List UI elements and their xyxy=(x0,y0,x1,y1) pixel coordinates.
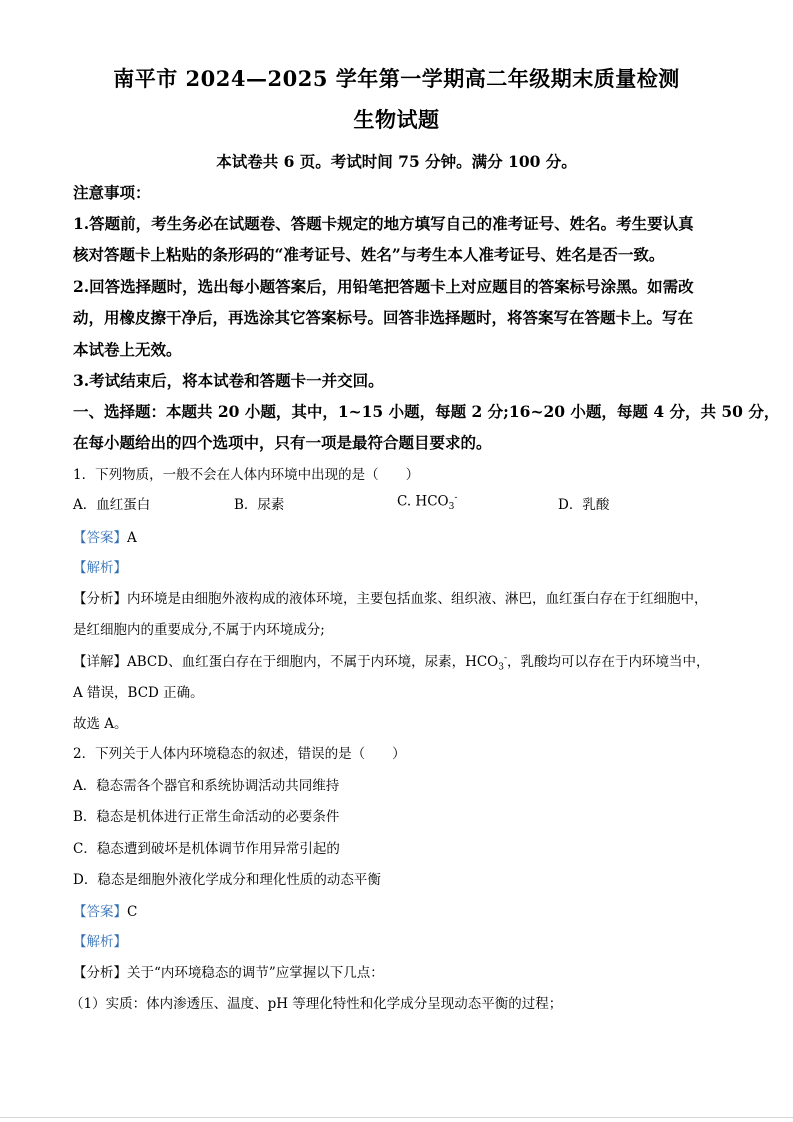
q2-option-a: A．稳态需各个器官和系统协调活动共同维持 xyxy=(73,778,340,794)
q1-option-c-subscript: 3 xyxy=(448,502,455,513)
fenxi-text: 关于“内环境稳态的调节”应掌握以下几点： xyxy=(127,965,384,981)
section-heading: 一、选择题：本题共 20 小题，其中，1~15 小题，每题 2 分;16~20 小题，每题 4 分，共 50 分， xyxy=(73,402,780,421)
page-bottom-divider xyxy=(0,1117,793,1118)
q1-fenxi xyxy=(73,587,708,607)
answer-tag: 【答案】 xyxy=(73,904,127,920)
notes-line: 1.答题前，考生务必在试题卷、答题卡规定的地方填写自己的准考证号、姓名。考生要认真 xyxy=(73,214,694,233)
q1-xiangjie xyxy=(73,650,710,673)
q2-option-d: D．稳态是细胞外液化学成分和理化性质的动态平衡 xyxy=(73,872,381,888)
notes-line: 核对答题卡上粘贴的条形码的“准考证号、姓名”与考生本人准考证号、姓名是否一致。 xyxy=(73,245,665,264)
q2-option-c: C．稳态遭到破坏是机体调节作用异常引起的 xyxy=(73,841,340,857)
question-2-stem: 2．下列关于人体内环境稳态的叙述，错误的是（ ） xyxy=(73,746,406,762)
answer-tag: 【答案】 xyxy=(73,530,127,546)
page-subtitle: 生物试题 xyxy=(353,107,440,132)
fenxi-text: 内环境是由细胞外液构成的液体环境，主要包括血浆、组织液、淋巴，血红蛋白存在于红细胞中， xyxy=(127,591,708,607)
q1-xiangjie-cont: A 错误，BCD 正确。 xyxy=(73,685,204,701)
q1-fenxi-cont: 是红细胞内的重要成分,不属于内环境成分; xyxy=(73,622,325,638)
q2-point-1: （1）实质：体内渗透压、温度、pH 等理化特性和化学成分呈现动态平衡的过程； xyxy=(70,996,563,1012)
q1-option-a: A．血红蛋白 xyxy=(73,497,151,513)
q1-option-d: D．乳酸 xyxy=(558,497,610,513)
notes-line: 3.考试结束后，将本试卷和答题卡一并交回。 xyxy=(73,371,384,390)
xiangjie-superscript: - xyxy=(503,653,508,664)
notes-line: 本试卷上无效。 xyxy=(73,340,182,359)
q2-option-b: B．稳态是机体进行正常生命活动的必要条件 xyxy=(73,809,340,825)
xiangjie-text: ABCD、血红蛋白存在于细胞内，不属于内环境，尿素，HCO xyxy=(127,654,499,670)
answer-value: C xyxy=(127,904,138,920)
notes-heading: 注意事项： xyxy=(73,183,151,202)
answer-value: A xyxy=(127,530,137,546)
notes-line: 动，用橡皮擦干净后，再选涂其它答案标号。回答非选择题时，将答案写在答题卡上。写在 xyxy=(73,308,694,327)
q1-option-c xyxy=(397,493,457,512)
q2-fenxi xyxy=(73,961,384,981)
question-1-stem: 1．下列物质，一般不会在人体内环境中出现的是（ ） xyxy=(73,467,420,483)
fenxi-tag: 【分析】 xyxy=(73,591,127,607)
q1-conclusion: 故选 A。 xyxy=(73,716,128,732)
q2-analysis-tag: 【解析】 xyxy=(73,934,127,950)
q2-answer xyxy=(73,900,137,920)
fenxi-tag: 【分析】 xyxy=(73,965,127,981)
q1-option-b: B．尿素 xyxy=(234,497,285,513)
q1-analysis-tag: 【解析】 xyxy=(73,560,127,576)
notes-line: 2.回答选择题时，选出每小题答案后，用铅笔把答题卡上对应题目的答案标号涂黑。如需改 xyxy=(73,277,694,296)
xiangjie-subscript: 3 xyxy=(498,662,504,673)
q1-option-c-superscript: - xyxy=(454,493,458,503)
q1-option-c-text: C. HCO xyxy=(397,493,449,510)
exam-info: 本试卷共 6 页。考试时间 75 分钟。满分 100 分。 xyxy=(216,152,577,171)
page-title: 南平市 2024—2025 学年第一学期高二年级期末质量检测 xyxy=(113,66,680,91)
xiangjie-tag: 【详解】 xyxy=(73,654,127,670)
q1-answer xyxy=(73,526,137,546)
section-heading: 在每小题给出的四个选项中，只有一项是最符合题目要求的。 xyxy=(73,433,492,452)
xiangjie-text-cont: ，乳酸均可以存在于内环境当中， xyxy=(507,654,710,670)
